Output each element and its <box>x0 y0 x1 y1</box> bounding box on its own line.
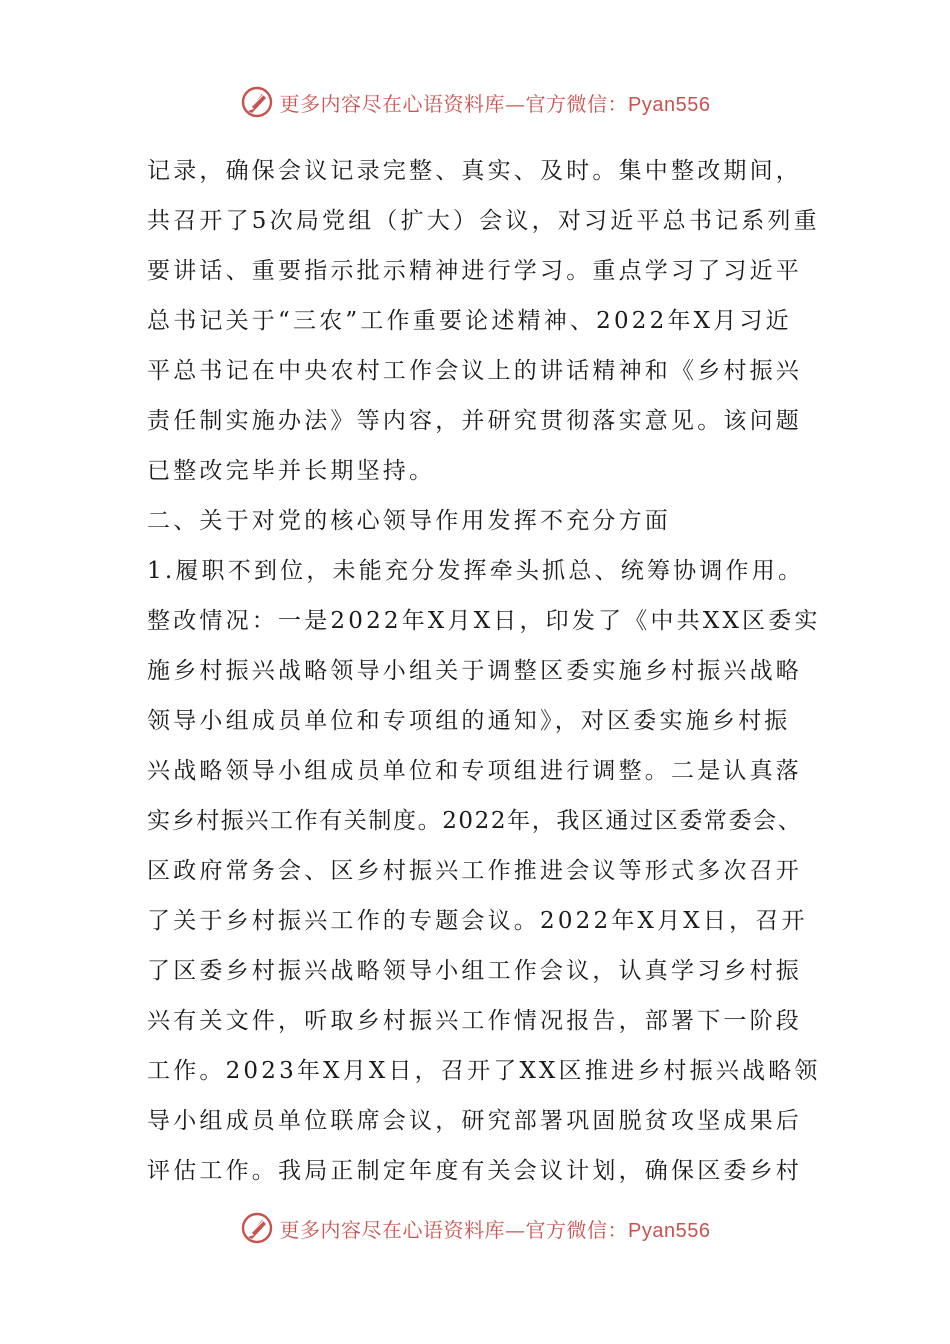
document-body <box>147 146 827 1196</box>
banner-text: 更多内容尽在心语资料库—官方微信： <box>279 91 629 116</box>
text-line: 工作。2023年X月X日，召开了XX区推进乡村振兴战略领 <box>147 1058 821 1084</box>
text-line: 责任制实施办法》等内容，并研究贯彻落实意见。该问题 <box>147 408 802 434</box>
watermark-banner-top <box>0 82 950 122</box>
text-line: 平总书记在中央农村工作会议上的讲话精神和《乡村振兴 <box>147 358 802 384</box>
text-line: 评估工作。我局正制定年度有关会议计划，确保区委乡村 <box>147 1158 802 1184</box>
pen-nib-icon <box>240 1211 274 1245</box>
text-line: 实乡村振兴工作有关制度。2022年，我区通过区委常委会、 <box>147 808 803 834</box>
banner-handle: Pyan556 <box>628 93 711 116</box>
text-line: 导小组成员单位联席会议，研究部署巩固脱贫攻坚成果后 <box>147 1108 802 1134</box>
text-line: 共召开了5次局党组（扩大）会议，对习近平总书记系列重 <box>147 208 820 234</box>
text-line: 领导小组成员单位和专项组的通知》，对区委实施乡村振 <box>147 708 791 734</box>
text-line: 施乡村振兴战略领导小组关于调整区委实施乡村振兴战略 <box>147 658 802 684</box>
section-heading: 二、关于对党的核心领导作用发挥不充分方面 <box>147 508 671 534</box>
pen-nib-icon <box>240 85 274 119</box>
text-line: 了关于乡村振兴工作的专题会议。2022年X月X日，召开 <box>147 908 808 934</box>
banner-handle: Pyan556 <box>628 1219 711 1242</box>
text-line: 兴战略领导小组成员单位和专项组进行调整。二是认真落 <box>147 758 802 784</box>
banner-text: 更多内容尽在心语资料库—官方微信： <box>279 1217 629 1242</box>
text-line: 区政府常务会、区乡村振兴工作推进会议等形式多次召开 <box>147 858 802 884</box>
text-line: 记录，确保会议记录完整、真实、及时。集中整改期间， <box>147 158 802 184</box>
item-heading: 1.履职不到位，未能充分发挥牵头抓总、统筹协调作用。 <box>147 558 805 584</box>
text-line: 要讲话、重要指示批示精神进行学习。重点学习了习近平 <box>147 258 802 284</box>
text-line: 兴有关文件，听取乡村振兴工作情况报告，部署下一阶段 <box>147 1008 802 1034</box>
text-line: 了区委乡村振兴战略领导小组工作会议，认真学习乡村振 <box>147 958 802 984</box>
text-line: 已整改完毕并长期坚持。 <box>147 458 436 484</box>
text-line: 总书记关于“三农”工作重要论述精神、2022年X月习近 <box>147 308 792 334</box>
watermark-banner-bottom <box>0 1208 950 1248</box>
text-line: 整改情况：一是2022年X月X日，印发了《中共XX区委实 <box>147 608 821 634</box>
